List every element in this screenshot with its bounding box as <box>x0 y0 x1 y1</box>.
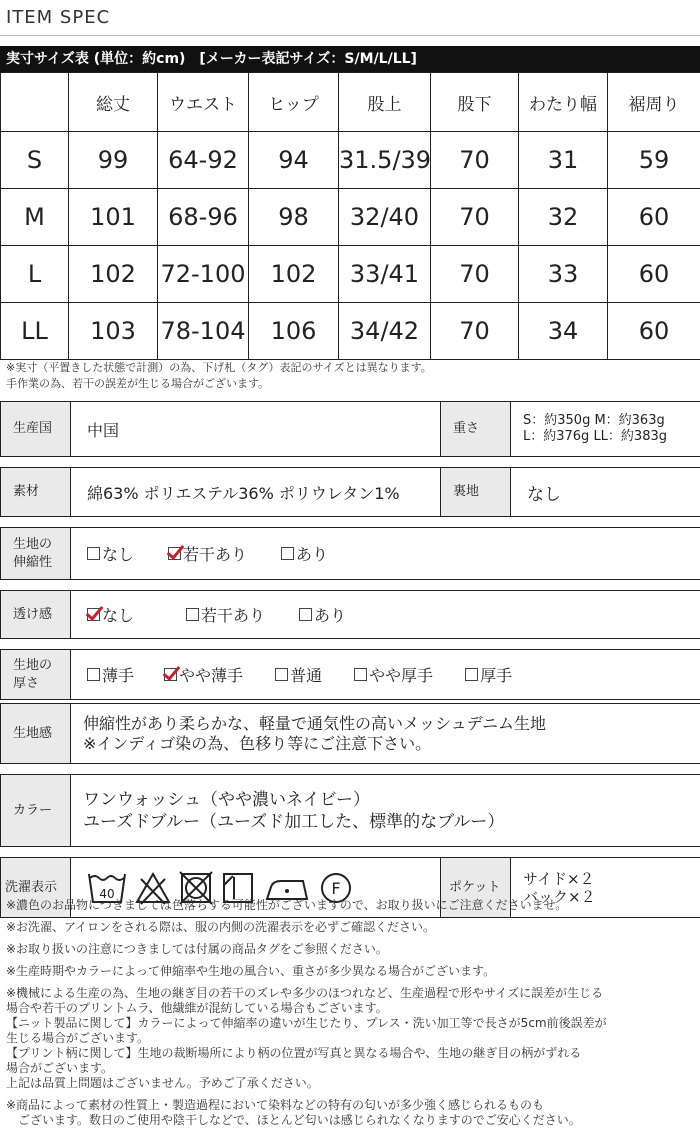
label-line: 生地の <box>13 536 53 552</box>
size-label: M <box>1 189 69 246</box>
option-label: 厚手 <box>480 666 513 685</box>
checkbox-icon[interactable] <box>299 608 312 621</box>
note-line: 生じる場合がございます。 <box>6 1031 150 1045</box>
color-line: ワンウォッシュ（やや濃いネイビー） <box>83 789 370 810</box>
spec-separator <box>1 847 700 858</box>
option-label: やや厚手 <box>369 666 434 685</box>
note-line: 上記は品質上問題はございません。予めご了承ください。 <box>6 1076 319 1090</box>
size-cell: 98 <box>249 189 339 246</box>
column-header: ヒップ <box>249 73 339 132</box>
sheer-options <box>71 591 700 639</box>
size-cell: 33 <box>519 246 608 303</box>
checkbox-checked-icon[interactable] <box>168 547 181 560</box>
thickness-option[interactable] <box>354 663 433 686</box>
thickness-option[interactable] <box>465 663 512 686</box>
size-table-header: 実寸サイズ表 (単位：約cm) [メーカー表記サイズ：S/M/L/LL] <box>0 46 700 72</box>
size-cell: 31.5/39 <box>339 132 431 189</box>
texture-line: ※インディゴ染の為、色移り等にご注意下さい。 <box>83 733 432 753</box>
size-table-header-row <box>1 73 700 132</box>
stretch-option[interactable] <box>281 542 328 565</box>
size-label: L <box>1 246 69 303</box>
lining-value: なし <box>511 468 700 517</box>
size-cell: 99 <box>69 132 158 189</box>
note: ※濃色のお品物につきましては色落ちする可能性がございますので、お取り扱いにご注意くださいませ。 <box>6 898 568 912</box>
size-cell: 59 <box>608 132 700 189</box>
size-cell: 68-96 <box>158 189 249 246</box>
checkbox-icon[interactable] <box>281 547 294 560</box>
pocket-line: サイド×２ <box>523 869 595 888</box>
stretch-options <box>71 528 700 580</box>
spec-separator <box>1 764 700 775</box>
checkbox-icon[interactable] <box>186 608 199 621</box>
size-cell: 102 <box>249 246 339 303</box>
checkbox-checked-icon[interactable] <box>164 668 177 681</box>
spec-separator <box>1 457 700 468</box>
size-cell: 60 <box>608 246 700 303</box>
color-line: ユーズドブルー（ユーズド加工した、標準的なブルー） <box>83 811 505 832</box>
size-cell: 103 <box>69 303 158 360</box>
spec-table <box>0 401 700 918</box>
size-cell: 64-92 <box>158 132 249 189</box>
option-label: あり <box>296 545 329 564</box>
size-table-note <box>6 360 432 392</box>
column-header: わたり幅 <box>519 73 608 132</box>
spec-row-thickness <box>1 650 700 700</box>
option-label: 若干あり <box>183 545 248 564</box>
size-row-s <box>1 132 700 189</box>
column-header: 股下 <box>431 73 519 132</box>
size-cell: 60 <box>608 189 700 246</box>
weight-line: L：約376g LL：約383g <box>523 429 667 444</box>
stretch-option[interactable] <box>87 542 134 565</box>
weight-label: 重さ <box>441 402 511 457</box>
item-spec-title-bar <box>0 0 700 36</box>
size-cell: 33/41 <box>339 246 431 303</box>
size-cell: 60 <box>608 303 700 360</box>
label-line: 生地の <box>13 657 53 673</box>
note-block <box>6 986 696 1091</box>
size-cell: 70 <box>431 246 519 303</box>
thickness-option[interactable] <box>275 663 322 686</box>
size-cell: 101 <box>69 189 158 246</box>
size-cell: 70 <box>431 132 519 189</box>
size-row-ll <box>1 303 700 360</box>
weight-value <box>511 402 700 457</box>
note-line: 【プリント柄に関して】生地の裁断場所により柄の位置が写真と異なる場合や、生地の継ぎ目の柄がずれる <box>6 1046 582 1060</box>
option-label: 普通 <box>290 666 323 685</box>
size-cell: 72-100 <box>158 246 249 303</box>
note-line: 場合や若干のプリントムラ、他繊維が混紡している場合もございます。 <box>6 1001 388 1015</box>
origin-label: 生産国 <box>1 402 71 457</box>
stretch-label <box>1 528 71 580</box>
checkbox-icon[interactable] <box>87 547 100 560</box>
color-value <box>71 775 700 847</box>
material-value: 綿63% ポリエステル36% ポリウレタン1% <box>71 468 441 517</box>
wash-label: 洗濯表示 <box>1 858 71 918</box>
spec-row-sheer <box>1 591 700 639</box>
size-cell: 34 <box>519 303 608 360</box>
checkbox-icon[interactable] <box>465 668 478 681</box>
sheer-option[interactable] <box>299 603 346 626</box>
pocket-label: ポケット <box>441 858 511 918</box>
size-cell: 31 <box>519 132 608 189</box>
size-cell: 106 <box>249 303 339 360</box>
size-cell: 32/40 <box>339 189 431 246</box>
note: ※お取り扱いの注意につきましては付属の商品タグをご参照ください。 <box>6 942 388 956</box>
spec-separator <box>1 517 700 528</box>
diagonal-corner-cell <box>1 73 69 132</box>
spec-row-color <box>1 775 700 847</box>
note-line: 手作業の為、若干の誤差が生じる場合がございます。 <box>6 377 270 390</box>
spec-row-texture <box>1 704 700 764</box>
size-cell: 102 <box>69 246 158 303</box>
label-line: 厚さ <box>13 675 40 691</box>
option-label: なし <box>102 545 135 564</box>
texture-value <box>71 704 700 764</box>
dry-clean-mark: F <box>331 878 341 898</box>
sheer-label: 透け感 <box>1 591 71 639</box>
spec-row-origin <box>1 402 700 457</box>
size-cell: 78-104 <box>158 303 249 360</box>
note-line: ※機械による生産の為、生地の継ぎ目の若干のズレや多少のほつれなど、生産過程で形やサイズに誤差が生じる <box>6 986 604 1000</box>
checkbox-icon[interactable] <box>275 668 288 681</box>
spec-separator <box>1 639 700 650</box>
sheer-option[interactable] <box>87 603 134 626</box>
option-label: あり <box>314 606 347 625</box>
size-cell: 70 <box>431 189 519 246</box>
option-label: 若干あり <box>201 606 266 625</box>
note-line: ございます。数日のご使用や陰干しなどで、ほとんど匂いは感じられなくなりますのでご安心ください。 <box>6 1113 581 1127</box>
page-title: ITEM SPEC <box>6 7 111 28</box>
note-line: ※商品によって素材の性質上・製造過程において染料などの特有の匂いが多少強く感じられるものも <box>6 1098 545 1112</box>
notes-section <box>6 898 696 1128</box>
origin-value: 中国 <box>71 402 441 457</box>
size-row-l <box>1 246 700 303</box>
material-label: 素材 <box>1 468 71 517</box>
note-line: 【ニット製品に関して】カラーによって伸縮率の違いが生じたり、プレス・洗い加工等で長さが5cm前後誤差が <box>6 1016 607 1030</box>
checkbox-checked-icon[interactable] <box>87 608 100 621</box>
size-label: LL <box>1 303 69 360</box>
thickness-label <box>1 650 71 700</box>
size-cell: 32 <box>519 189 608 246</box>
thickness-options <box>71 650 700 700</box>
note-block <box>6 1098 696 1128</box>
texture-line: 伸縮性があり柔らかな、軽量で通気性の高いメッシュデニム生地 <box>83 713 547 733</box>
lining-label: 裏地 <box>441 468 511 517</box>
size-label: S <box>1 132 69 189</box>
checkbox-icon[interactable] <box>354 668 367 681</box>
wash-temp-label: 40 <box>99 886 115 901</box>
column-header: ウエスト <box>158 73 249 132</box>
note-line: 場合がございます。 <box>6 1061 114 1075</box>
sheer-option[interactable] <box>186 603 265 626</box>
size-cell: 94 <box>249 132 339 189</box>
spec-row-material <box>1 468 700 517</box>
spec-separator <box>1 580 700 591</box>
weight-line: S：約350g M：約363g <box>523 413 665 428</box>
size-table <box>0 72 700 360</box>
spec-row-stretch <box>1 528 700 580</box>
size-cell: 34/42 <box>339 303 431 360</box>
color-label: カラー <box>1 775 71 847</box>
column-header: 総丈 <box>69 73 158 132</box>
stretch-option[interactable] <box>168 542 247 565</box>
thickness-option[interactable] <box>164 663 243 686</box>
size-row-m <box>1 189 700 246</box>
pocket-line: バック×２ <box>523 887 596 906</box>
label-line: 伸縮性 <box>13 554 53 570</box>
option-label: 薄手 <box>102 666 135 685</box>
thickness-option[interactable] <box>87 663 134 686</box>
note: ※生産時期やカラーによって伸縮率や生地の風合い、重さが多少異なる場合がございます。 <box>6 964 496 978</box>
column-header: 股上 <box>339 73 431 132</box>
texture-label: 生地感 <box>1 704 71 764</box>
note: ※お洗濯、アイロンをされる際は、服の内側の洗濯表示を必ずご確認ください。 <box>6 920 435 934</box>
checkbox-icon[interactable] <box>87 668 100 681</box>
size-cell: 70 <box>431 303 519 360</box>
column-header: 裾周り <box>608 73 700 132</box>
option-label: やや薄手 <box>179 666 244 685</box>
note-line: ※実寸（平置きした状態で計測）の為、下げ札（タグ）表記のサイズとは異なります。 <box>6 361 432 374</box>
option-label: なし <box>102 606 135 625</box>
